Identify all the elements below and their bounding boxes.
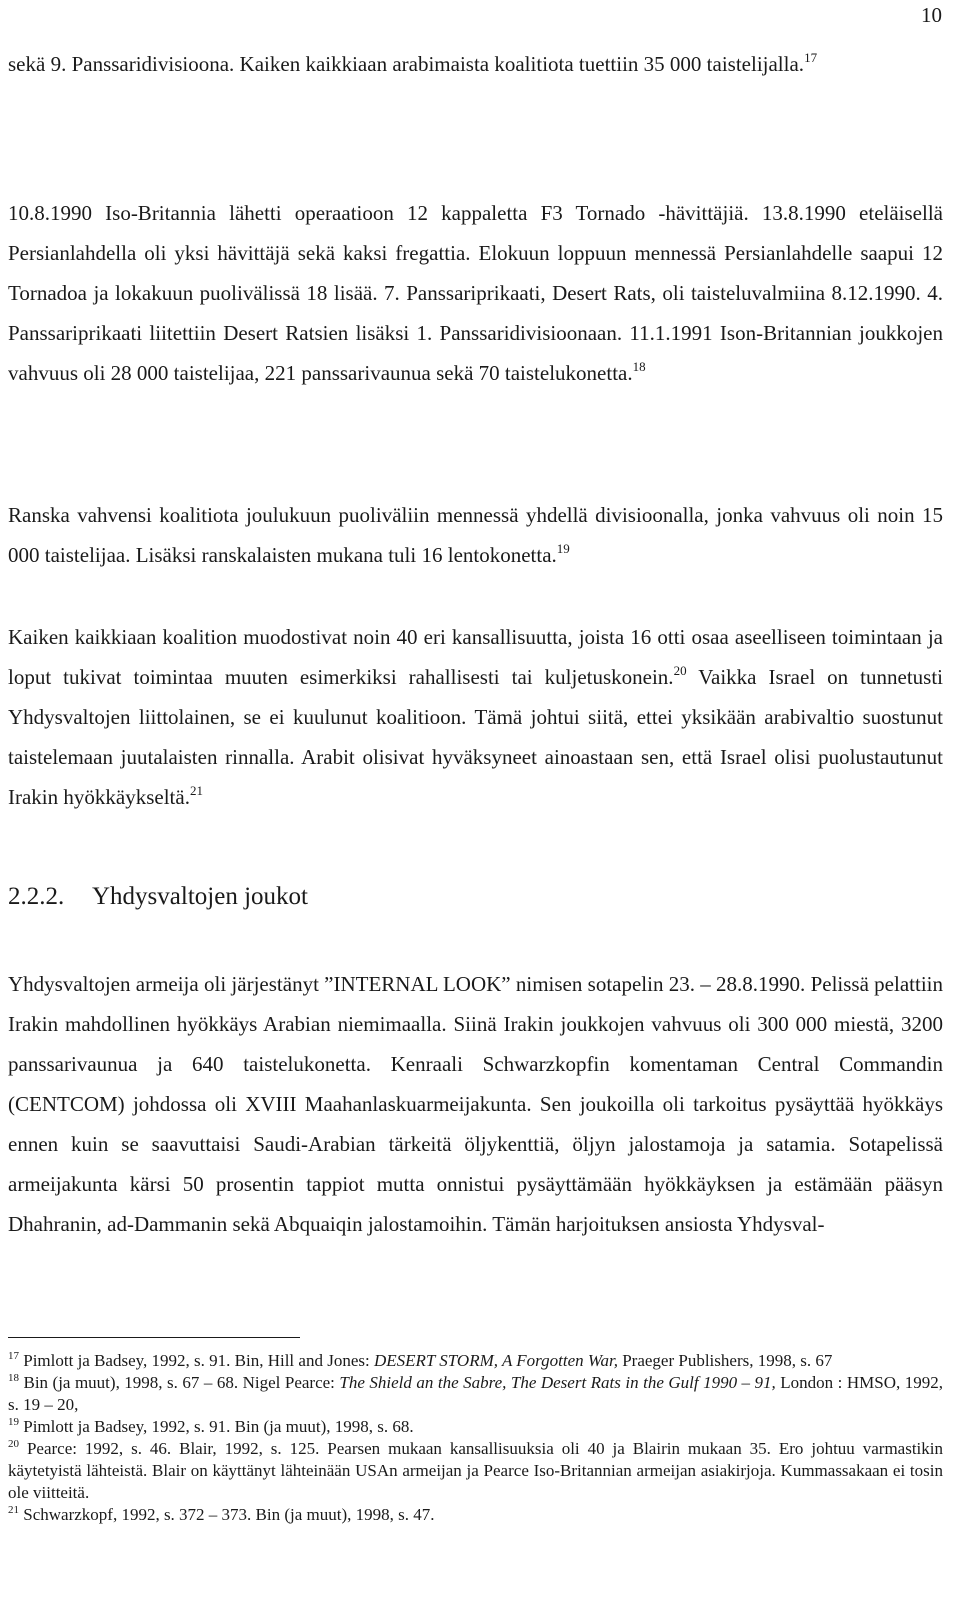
footnote-title: The Shield an the Sabre, The Desert Rats in the Gulf 1990 – 91, <box>339 1373 776 1392</box>
footnote-text: Bin (ja muut), 1998, s. 67 – 68. Nigel Pearce: <box>19 1373 340 1392</box>
paragraph-text: Ranska vahvensi koalitiota joulukuun puoliväliin mennessä yhdellä divisioonalla, jonka vahvuus oli noin 15 000 taistelijaa. Lisäksi ranskalaisten mukana tuli 16 lentokonetta. <box>8 503 943 567</box>
footnote-number: 21 <box>8 1504 19 1516</box>
footnote-text: Pimlott ja Badsey, 1992, s. 91. Bin, Hill and Jones: <box>19 1351 374 1370</box>
section-number: 2.2.2. <box>8 883 65 910</box>
section-heading <box>8 876 308 918</box>
footnote-number: 18 <box>8 1372 19 1384</box>
footnote-number: 17 <box>8 1350 19 1362</box>
footnotes <box>8 1350 943 1526</box>
footnote-ref-21: 21 <box>189 783 203 798</box>
paragraph-text: sekä 9. Panssaridivisioona. Kaiken kaikkiaan arabimaista koalitiota tuettiin 35 000 taistelijalla. <box>8 52 805 76</box>
footnote-19 <box>8 1416 943 1438</box>
footnote-title: DESERT STORM, A Forgotten War, <box>373 1351 618 1370</box>
footnote-ref-19: 19 <box>556 541 570 556</box>
footnote-separator <box>8 1337 300 1338</box>
footnote-18 <box>8 1372 943 1416</box>
footnote-21 <box>8 1504 943 1526</box>
paragraph-arab-coalition <box>8 44 943 84</box>
footnote-ref-20: 20 <box>673 663 687 678</box>
footnote-number: 20 <box>8 1438 19 1450</box>
footnote-text: Schwarzkopf, 1992, s. 372 – 373. Bin (ja muut), 1998, s. 47. <box>19 1505 435 1524</box>
footnote-text: Pimlott ja Badsey, 1992, s. 91. Bin (ja muut), 1998, s. 68. <box>19 1417 414 1436</box>
footnote-ref-18: 18 <box>632 359 646 374</box>
paragraph-uk-forces <box>8 193 943 393</box>
footnote-number: 19 <box>8 1416 19 1428</box>
paragraph-france-forces <box>8 495 943 575</box>
paragraph-coalition-summary <box>8 617 943 817</box>
page-number: 10 <box>921 3 942 27</box>
paragraph-us-forces: Yhdysvaltojen armeija oli järjestänyt ”INTERNAL LOOK” nimisen sotapelin 23. – 28.8.1990. Pelissä pelattiin Irakin mahdollinen hyökkäys Arabian niemimaalla. Siinä Irakin joukkojen vahvuus oli 300 000 miestä, 3200 panssarivaunua ja 640 taistelukonetta. Kenraali Schwarzkopfin komentaman Central Commandin (CENTCOM) johdossa oli XVIII Maahanlaskuarmeijakunta. Sen joukoilla oli tarkoitus pysäyttää hyökkäys ennen kuin se saavuttaisi Saudi-Arabian tärkeitä öljykenttiä, öljyn jalostamoja ja satamia. Sotapelissä armeijakunta kärsi 50 prosentin tappiot mutta onnistui pysäyttämään hyökkäyksen ja estämään pääsyn Dhahranin, ad-Dammanin sekä Abquaiqin jalostamoihin. Tämän harjoituksen ansiosta Yhdysval- <box>8 972 943 1236</box>
footnote-text: London : HMSO, 1992, s. 19 – 20, <box>8 1373 943 1414</box>
section-title: Yhdysvaltojen joukot <box>92 883 308 910</box>
footnote-text: Praeger Publishers, 1998, s. 67 <box>617 1351 833 1370</box>
footnote-17 <box>8 1350 943 1372</box>
paragraph-text: Vaikka Israel on tunnetusti Yhdysvaltojen liittolainen, se ei kuulunut koalitioon. Tämä johtui siitä, ettei yksikään arabivaltio suostunut taistelemaan juutalaisten rinnalla. Arabit olisivat hyväksyneet ainoastaan sen, että Israel olisi puolustautunut Irakin hyökkäykseltä. <box>8 665 944 809</box>
paragraph-text: 10.8.1990 Iso-Britannia lähetti operaatioon 12 kappaletta F3 Tornado -hävittäjiä. 13.8.1990 eteläisellä Persianlahdella oli yksi hävittäjä sekä kaksi fregattia. Elokuun loppuun mennessä Persianlahdelle saapui 12 Tornadoa ja lokakuun puolivälissä 18 lisää. 7. Panssariprikaati, Desert Rats, oli taisteluvalmiina 8.12.1990. 4. Panssariprikaati liitettiin Desert Ratsien lisäksi 1. Panssaridivisioonaan. 11.1.1991 Ison-Britannian joukkojen vahvuus oli 28 000 taistelijaa, 221 panssarivaunua sekä 70 taistelukonetta. <box>8 201 943 385</box>
footnote-ref-17: 17 <box>804 50 818 65</box>
paragraph-text: Kaiken kaikkiaan koalition muodostivat noin 40 eri kansallisuutta, joista 16 otti osaa aseelliseen toimintaan ja loput tukivat toimintaa muuten esimerkiksi rahallisesti tai kuljetuskonein. <box>8 625 943 689</box>
footnote-20 <box>8 1438 943 1504</box>
footnote-text: Pearce: 1992, s. 46. Blair, 1992, s. 125. Pearsen mukaan kansallisuuksia oli 40 ja Blairin mukaan 35. Ero johtuu varmastikin käytetyistä lähteistä. Blair on käyttänyt lähteinään USAn armeijan ja Pearce Iso-Britannian armeijan asiakirjoja. Kummassakaan ei tosin ole viitteitä. <box>8 1439 943 1502</box>
